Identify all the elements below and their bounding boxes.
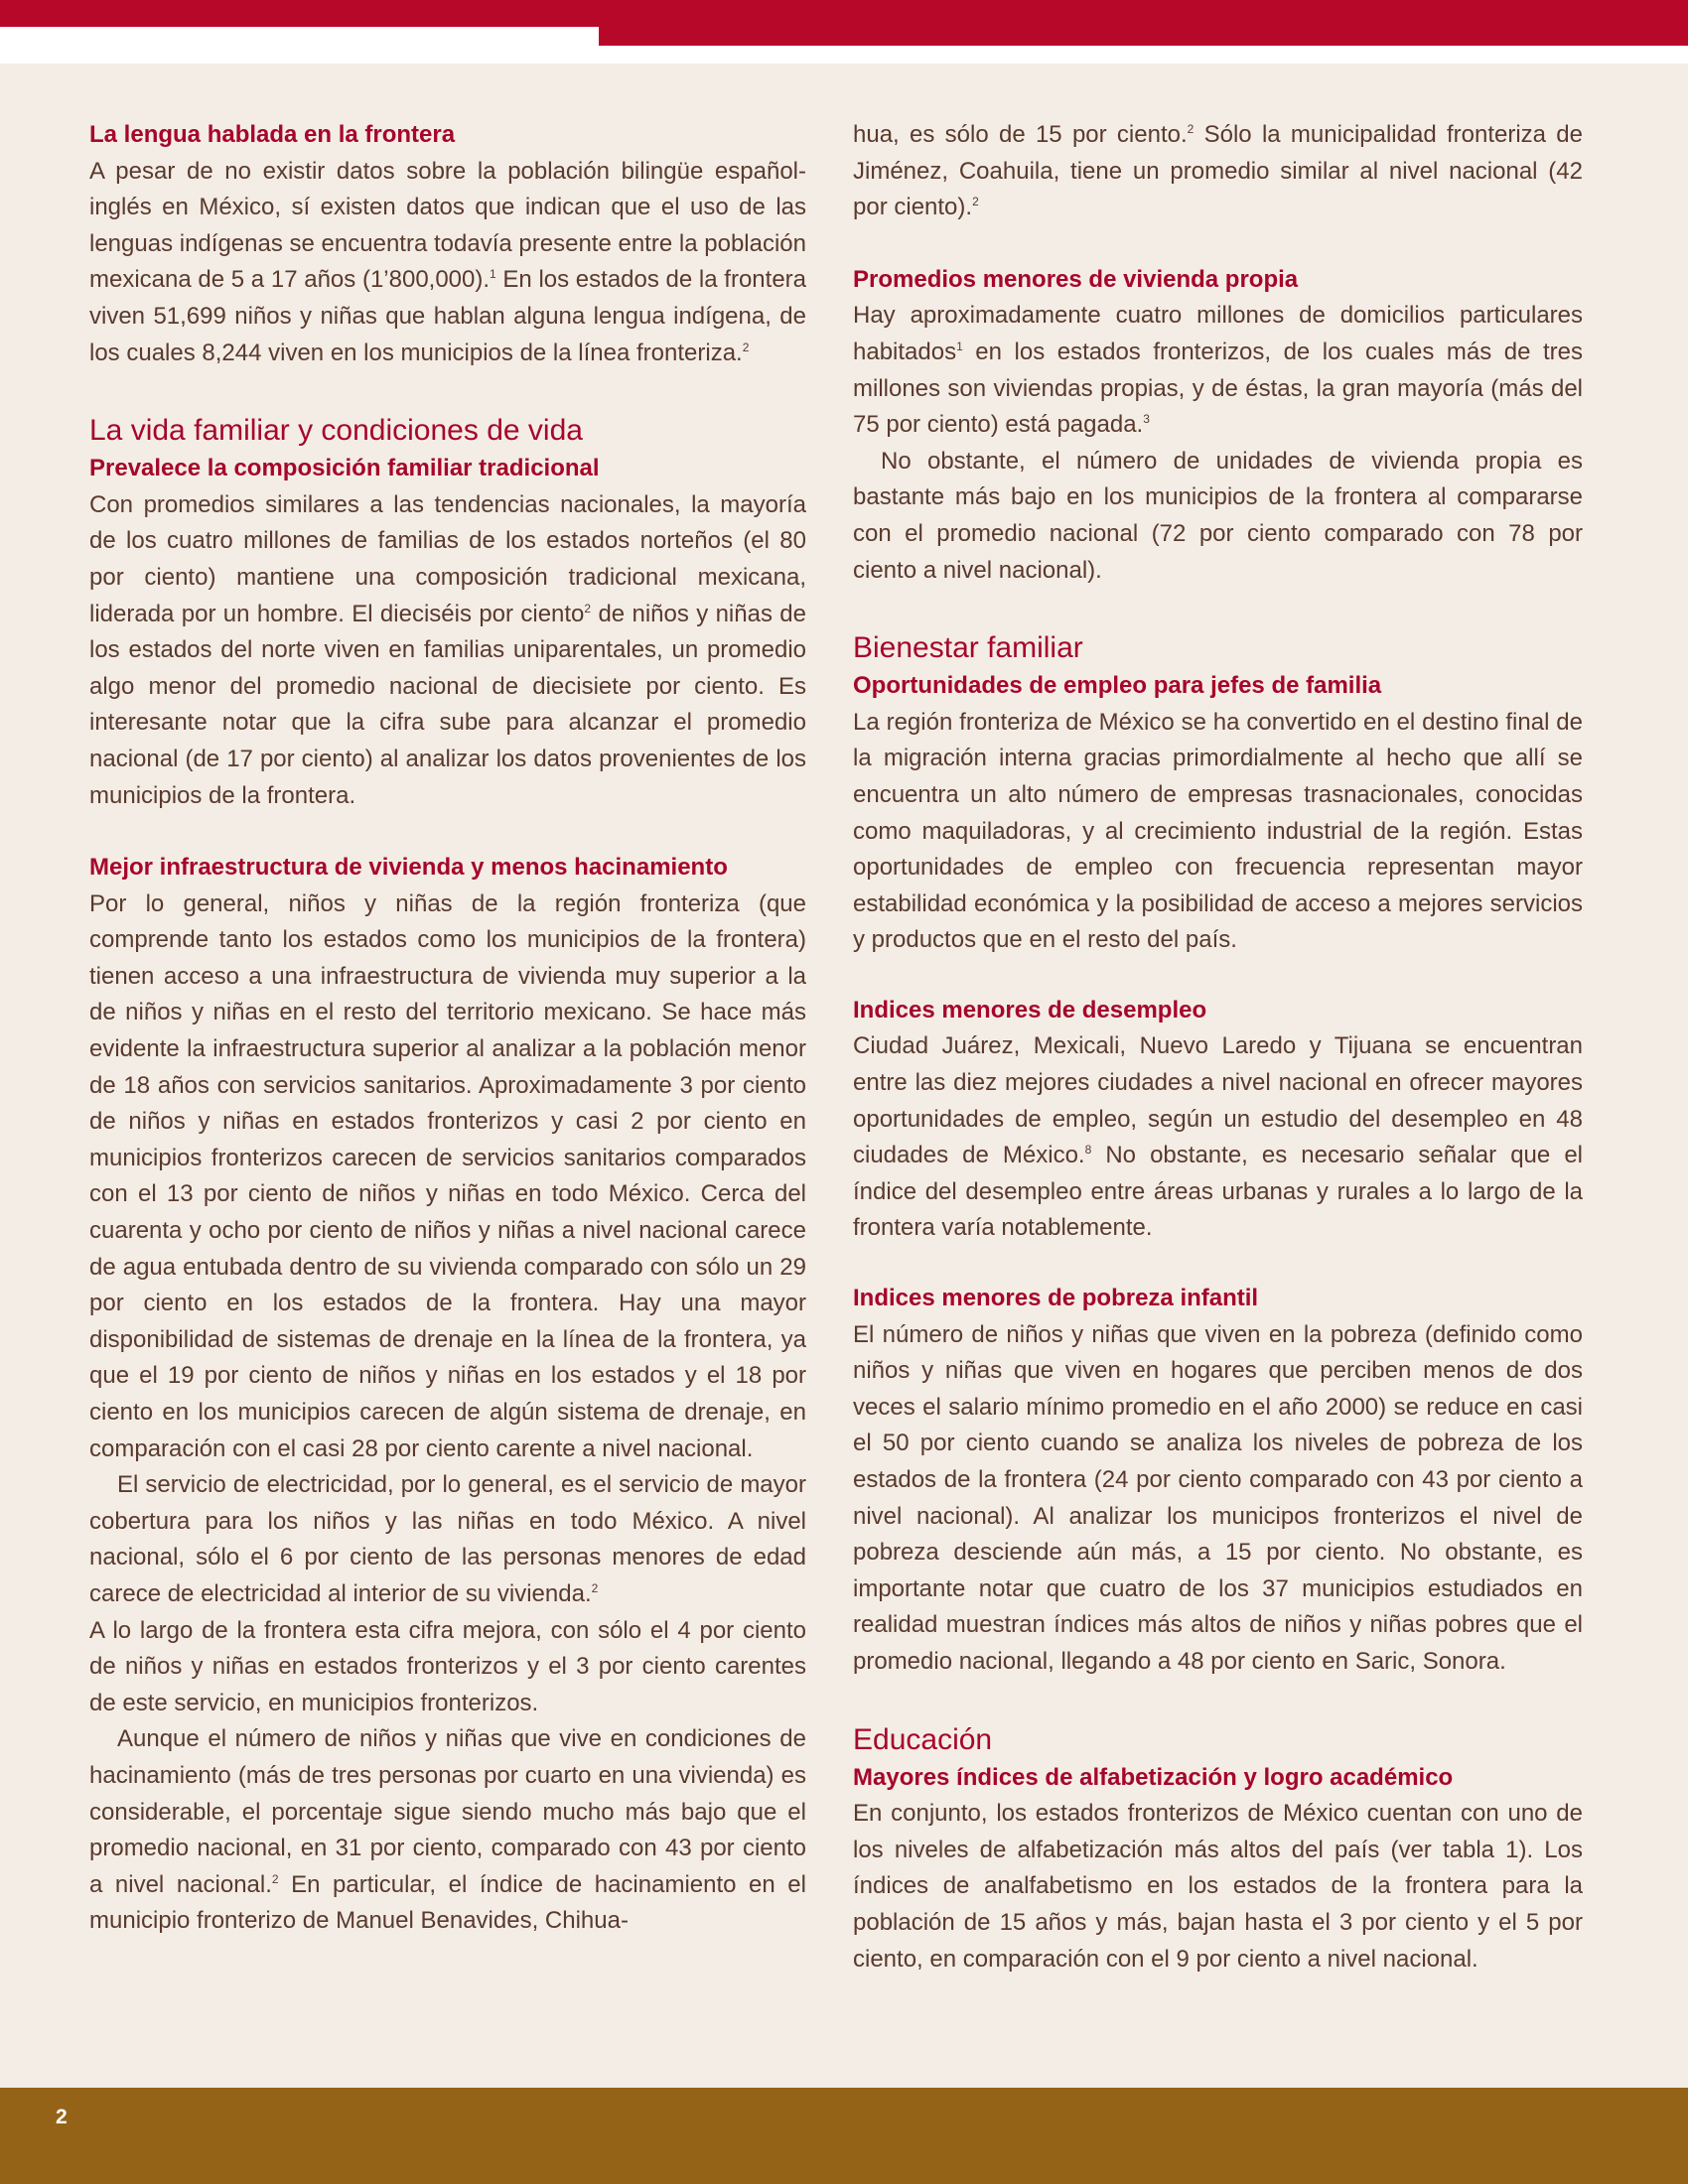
paragraph-composicion	[89, 487, 806, 814]
heading-composicion: Prevalece la composición familiar tradicional	[89, 455, 600, 482]
paragraph-infraestructura: Por lo general, niños y niñas de la región fronteriza (que comprende tanto los estados como los municipios de la frontera) tienen acceso a una infraestructura de vivienda muy superior a la de niños y niñas en el resto del territorio mexicano. Se hace más evidente la infraestructura superior al analizar a la población menor de 18 años con servicios sanitarios. Aproximadamente 3 por ciento de niños y niñas en estados fronterizos y casi 2 por ciento en municipios fronterizos carecen de servicios sanitarios comparados con el 13 por ciento de niños y niñas en todo México. Cerca del cuarenta y ocho por ciento de niños y niñas a nivel nacional carece de agua entubada dentro de su vivienda comparado con sólo un 29 por ciento en los estados de la frontera. Hay una mayor disponibilidad de sistemas de drenaje en la línea de la frontera, ya que el 19 por ciento de niños y niñas en los estados y el 18 por ciento en los municipios carecen de algún sistema de drenaje, en comparación con el casi 28 por ciento carente a nivel nacional.	[89, 889, 806, 1462]
footnote-ref: 2	[972, 195, 979, 209]
paragraph-electricidad	[89, 1467, 806, 1612]
heading-desempleo: Indices menores de desempleo	[853, 996, 1207, 1024]
heading-alfabetizacion: Mayores índices de alfabetización y logro académico	[853, 1763, 1454, 1791]
text-segment: Sólo la municipalidad fronteriza de Jiménez, Coahuila, tiene un promedio similar al nivel nacional (42 por ciento).	[853, 121, 1583, 221]
text-segment: En particular, el índice de hacinamiento en el municipio fronterizo de Manuel Benavides, Chihua-	[89, 1870, 806, 1935]
text-segment: No obstante, es necesario señalar que el índice del desempleo entre áreas urbanas y rurales a lo largo de la frontera varía notablemente.	[853, 1142, 1583, 1242]
footnote-ref: 3	[1143, 412, 1150, 427]
left-column	[89, 117, 806, 1940]
heading-infraestructura: Mejor infraestructura de vivienda y menos hacinamiento	[89, 854, 728, 882]
paragraph-vivienda-2: No obstante, el número de unidades de vivienda propia es bastante más bajo en los municipios de la frontera al compararse con el promedio nacional (72 por ciento comparado con 78 por ciento a nivel nacional).	[853, 447, 1583, 584]
section-title-vida: La vida familiar y condiciones de vida	[89, 414, 583, 448]
text-segment: hua, es sólo de 15 por ciento.	[853, 121, 1188, 148]
paragraph-desempleo	[853, 1028, 1583, 1247]
footnote-ref: 2	[742, 340, 750, 354]
footnote-ref: 2	[1187, 122, 1195, 136]
heading-pobreza: Indices menores de pobreza infantil	[853, 1285, 1259, 1312]
footnote-ref: 2	[591, 1580, 599, 1595]
footnote-ref: 2	[584, 601, 592, 615]
paragraph-electricidad-cont: A lo largo de la frontera esta cifra mejora, con sólo el 4 por ciento de niños y niñas en estados fronterizos y el 3 por ciento carentes de este servicio, en municipios fronterizos.	[89, 1616, 806, 1716]
footer-band	[0, 2088, 1688, 2184]
heading-vivienda: Promedios menores de vivienda propia	[853, 265, 1299, 293]
footnote-ref: 2	[271, 1871, 279, 1886]
footnote-ref: 1	[956, 339, 963, 353]
footnote-ref: 8	[1084, 1143, 1092, 1158]
paragraph-hacinamiento	[89, 1721, 806, 1940]
text-segment: A pesar de no existir datos sobre la población bilingüe español-inglés en México, sí existen datos que indican que el uso de las lenguas indígenas se encuentra todavía presente entre la población mexicana de 5 a 17 años (1’800,000).	[89, 157, 806, 294]
paragraph-empleo: La región fronteriza de México se ha convertido en el destino final de la migración interna gracias primordialmente al hecho que allí se encuentra un alto número de empresas trasnacionales, conocidas como maquiladoras, y al crecimiento industrial de la región. Estas oportunidades de empleo con frecuencia representan mayor estabilidad económica y la posibilidad de acceso a mejores servicios y productos que en el resto del país.	[853, 708, 1583, 954]
paragraph-alfabetizacion: En conjunto, los estados fronterizos de México cuentan con uno de los niveles de alfabetización más altos del país (ver tabla 1). Los índices de analfabetismo en los estados de la frontera para la población de 15 años y más, bajan hasta el 3 por ciento y el 5 por ciento, en comparación con el 9 por ciento a nivel nacional.	[853, 1800, 1583, 1973]
text-segment: en los estados fronterizos, de los cuales más de tres millones son viviendas propias, y de éstas, la gran mayoría (más del 75 por ciento) está pagada.	[853, 338, 1583, 439]
text-segment: de niños y niñas de los estados del norte viven en familias uniparentales, un promedio algo menor del promedio nacional de diecisiete por ciento. Es interesante notar que la cifra sube para alcanzar el promedio nacional (de 17 por ciento) al analizar los datos provenientes de los municipios de la frontera.	[89, 600, 806, 809]
footnote-ref: 1	[490, 267, 496, 282]
paragraph-continuation	[853, 117, 1583, 226]
text-segment: El servicio de electricidad, por lo general, es el servicio de mayor cobertura para los niños y las niñas en todo México. A nivel nacional, sólo el 6 por ciento de las personas menores de edad carece de electricidad al interior de su vivienda.	[89, 1471, 806, 1607]
section-title-bienestar: Bienestar familiar	[853, 631, 1083, 665]
right-column	[853, 117, 1583, 1978]
paragraph-vivienda	[853, 298, 1583, 443]
text-segment: Aunque el número de niños y niñas que vive en condiciones de hacinamiento (más de tres personas por cuarto en una vivienda) es considerable, el porcentaje sigue siendo mucho más bajo que el promedio nacional, en 31 por ciento, comparado con 43 por ciento a nivel nacional.	[89, 1725, 806, 1898]
header-red-block	[599, 0, 1688, 46]
text-segment: Hay aproximadamente cuatro millones de domicilios particulares habitados	[853, 302, 1583, 365]
paragraph-pobreza: El número de niños y niñas que viven en la pobreza (definido como niños y niñas que viven en hogares que perciben menos de dos veces el salario mínimo promedio en el año 2000) se reduce en casi el 50 por ciento cuando se analiza los niveles de pobreza de los estados de la frontera (24 por ciento comparado con 43 por ciento a nivel nacional). Al analizar los municipos fronterizos el nivel de pobreza desciende aún más, a 15 por ciento. No obstante, es importante notar que cuatro de los 37 municipios estudiados en realidad muestran índices más altos de niños y niñas pobres que el promedio nacional, llegando a 48 por ciento en Saric, Sonora.	[853, 1320, 1583, 1675]
text-segment: Ciudad Juárez, Mexicali, Nuevo Laredo y Tijuana se encuentran entre las diez mejores ciudades a nivel nacional en ofrecer mayores oportunidades de empleo, según un estudio del desempleo en 48 ciudades de México.	[853, 1032, 1583, 1169]
heading-empleo: Oportunidades de empleo para jefes de familia	[853, 672, 1382, 700]
paragraph-lengua	[89, 154, 806, 372]
section-title-educacion: Educación	[853, 1722, 993, 1756]
heading-lengua: La lengua hablada en la frontera	[89, 121, 456, 148]
page-number: 2	[56, 2106, 68, 2128]
text-segment: Con promedios similares a las tendencias nacionales, la mayoría de los cuatro millones de familias de los estados norteños (el 80 por ciento) mantiene una composición tradicional mexicana, liderada por un hombre. El dieciséis por ciento	[89, 490, 806, 627]
text-segment: En los estados de la frontera viven 51,699 niños y niñas que hablan alguna lengua indígena, de los cuales 8,244 viven en los municipios de la línea fronteriza.	[89, 266, 806, 366]
